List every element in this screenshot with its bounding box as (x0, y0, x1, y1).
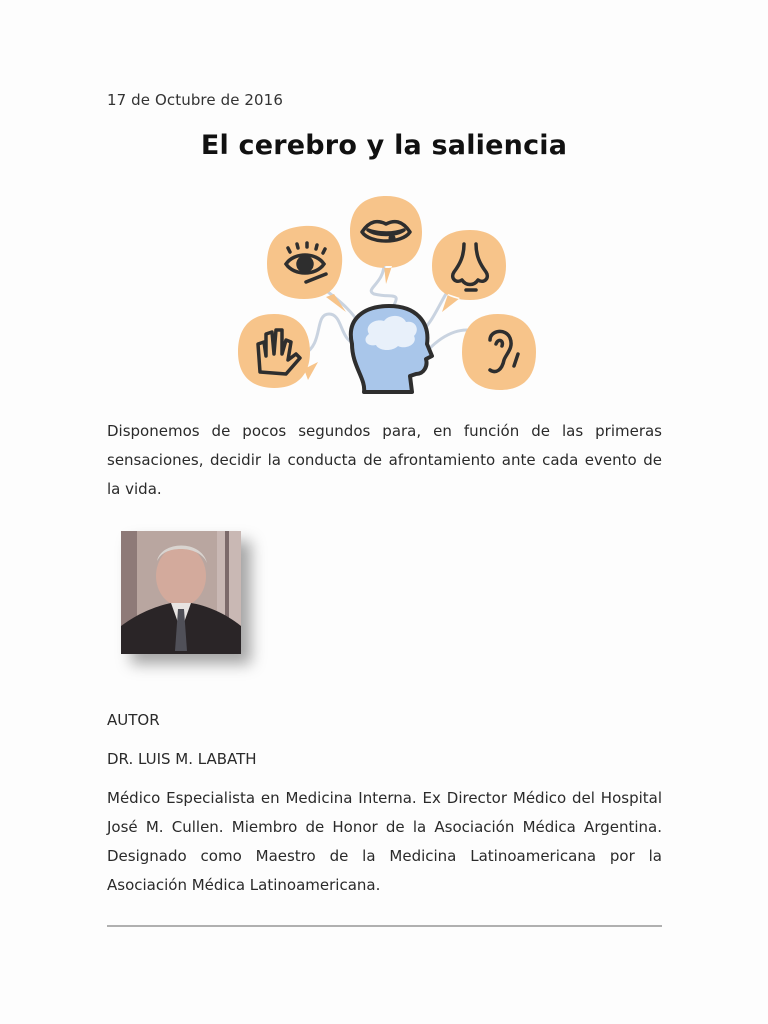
author-label: AUTOR (107, 711, 160, 729)
document-date: 17 de Octubre de 2016 (107, 91, 283, 109)
author-name: DR. LUIS M. LABATH (107, 750, 257, 768)
horizontal-divider (107, 925, 662, 927)
intro-paragraph: Disponemos de pocos segundos para, en función de las primeras sensaciones, decidir la conducta de afrontamiento ante cada evento de la vida. (107, 422, 662, 498)
eye-bubble (267, 226, 346, 312)
head-icon (351, 306, 432, 392)
hand-bubble (238, 314, 318, 388)
senses-illustration (234, 194, 538, 398)
mouth-bubble (350, 196, 422, 284)
ear-bubble (462, 314, 536, 390)
document-title: El cerebro y la saliencia (200, 130, 568, 161)
author-bio: Médico Especialista en Medicina Interna. Ex Director Médico del Hospital José M. Cullen. Miembro de Honor de la Asociación Médica Argentina. Designado como Maestro de la Medicina Latinoamericana por la Asociación Médica Latinoamericana. (107, 789, 662, 894)
author-photo (121, 531, 241, 654)
